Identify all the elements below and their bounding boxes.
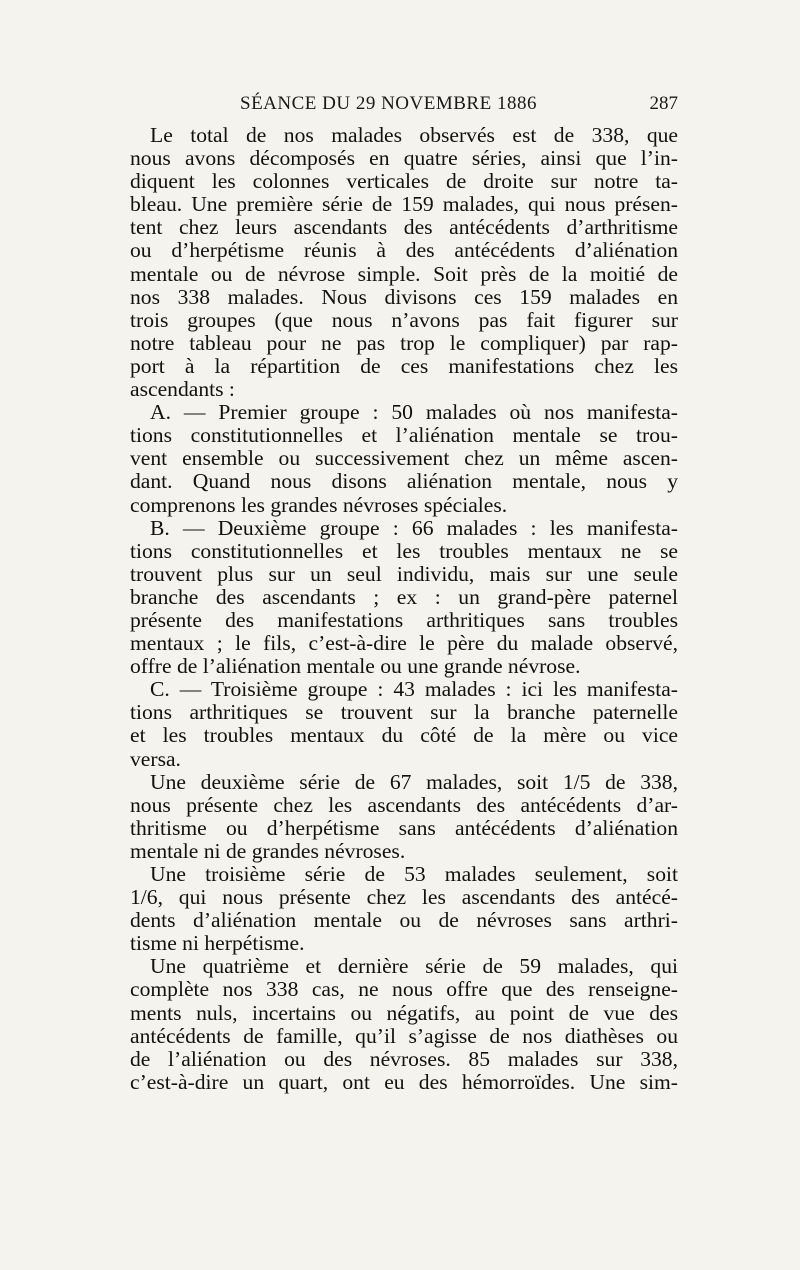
text-line: notre tableau pour ne pas trop le compliquer) par rap-	[130, 331, 678, 355]
text-line: nous présente chez les ascendants des antécédents d’ar-	[130, 793, 678, 817]
text-line: Le total de nos malades observés est de 338, que	[150, 124, 678, 147]
text-line: 1/6, qui nous présente chez les ascendants des antécé-	[130, 886, 678, 910]
text-line: trouvent plus sur un seul individu, mais sur une seule	[130, 562, 678, 586]
text-line: dant. Quand nous disons aliénation mentale, nous y	[130, 470, 678, 494]
text-line: vent ensemble ou successivement chez un même ascen-	[130, 447, 678, 471]
text-line: offre de l’aliénation mentale ou une grande névrose.	[130, 655, 581, 679]
text-line: tisme ni herpétisme.	[130, 932, 305, 956]
text-line: Une quatrième et dernière série de 59 malades, qui	[150, 955, 678, 979]
text-line: branche des ascendants ; ex : un grand-père paternel	[130, 585, 678, 609]
text-line: tions constitutionnelles et l’aliénation mentale se trou-	[130, 424, 678, 448]
text-line: complète nos 338 cas, ne nous offre que des renseigne-	[130, 978, 678, 1002]
text-line: tions arthritiques se trouvent sur la branche paternelle	[130, 701, 678, 725]
text-line: Une troisième série de 53 malades seulement, soit	[150, 863, 678, 886]
text-line: B. — Deuxième groupe : 66 malades : les manifesta-	[150, 516, 678, 540]
text-line: versa.	[130, 747, 181, 771]
text-line: thritisme ou d’herpétisme sans antécédents d’aliénation	[130, 816, 678, 840]
text-line: nos 338 malades. Nous divisons ces 159 malades en	[130, 285, 678, 309]
text-line: et les troubles mentaux du côté de la mère ou vice	[130, 724, 678, 748]
text-line: dents d’aliénation mentale ou de névroses sans arthri-	[130, 909, 678, 933]
text-line: A. — Premier groupe : 50 malades où nos manifesta-	[150, 401, 678, 425]
body-text	[130, 124, 678, 1094]
text-line: mentale ni de grandes névroses.	[130, 839, 406, 863]
text-line: port à la répartition de ces manifestations chez les	[130, 354, 678, 378]
text-line: diquent les colonnes verticales de droite sur notre ta-	[130, 170, 678, 194]
text-line: nous avons décomposés en quatre séries, ainsi que l’in-	[130, 147, 678, 171]
text-line: antécédents de famille, qu’il s’agisse de nos diathèses ou	[130, 1024, 678, 1048]
text-line: c’est-à-dire un quart, ont eu des hémorroïdes. Une sim-	[130, 1070, 678, 1094]
text-line: mentale ou de névrose simple. Soit près de la moitié de	[130, 262, 678, 286]
text-line: bleau. Une première série de 159 malades, qui nous présen-	[130, 193, 678, 217]
text-line: mentaux ; le fils, c’est-à-dire le père du malade observé,	[130, 632, 678, 656]
page-number: 287	[649, 93, 678, 114]
text-line: ments nuls, incertains ou négatifs, au point de vue des	[130, 1001, 678, 1025]
running-head: SÉANCE DU 29 NOVEMBRE 1886	[240, 93, 537, 114]
text-line: ascendants :	[130, 378, 235, 402]
text-line: tent chez leurs ascendants des antécédents d’arthritisme	[130, 216, 678, 240]
text-line: de l’aliénation ou des névroses. 85 malades sur 338,	[130, 1047, 678, 1071]
page-header	[130, 93, 678, 123]
text-line: tions constitutionnelles et les troubles mentaux ne se	[130, 539, 678, 563]
text-line: C. — Troisième groupe : 43 malades : ici les manifesta-	[150, 678, 678, 702]
text-line: Une deuxième série de 67 malades, soit 1/5 de 338,	[150, 770, 678, 794]
text-line: trois groupes (que nous n’avons pas fait figurer sur	[130, 308, 678, 332]
text-line: présente des manifestations arthritiques sans troubles	[130, 608, 678, 632]
text-line: comprenons les grandes névroses spéciales.	[130, 493, 508, 517]
text-line: ou d’herpétisme réunis à des antécédents d’aliénation	[130, 239, 678, 263]
